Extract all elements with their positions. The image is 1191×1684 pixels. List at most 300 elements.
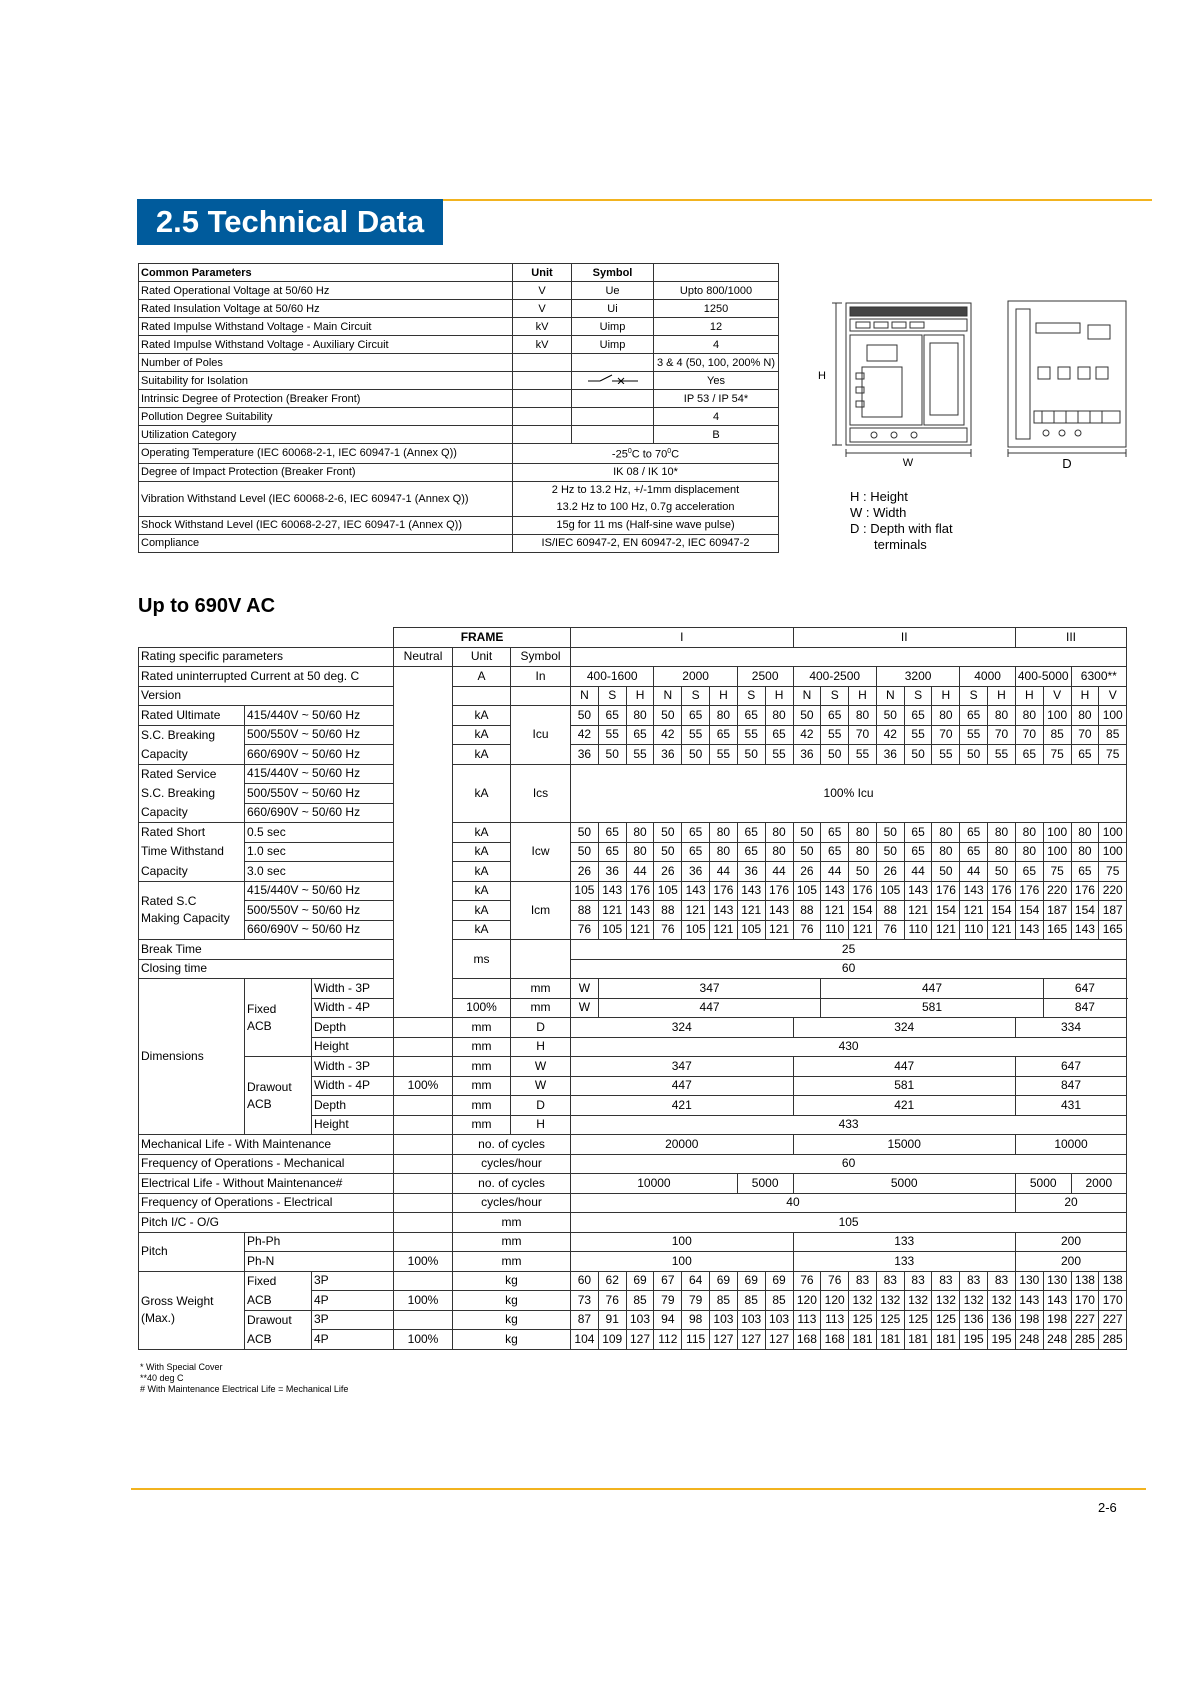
value-cell: 80	[1015, 706, 1043, 726]
table-row	[139, 862, 1127, 882]
table-row	[139, 318, 779, 336]
value-cell: 44	[710, 862, 738, 882]
value-cell: 55	[765, 745, 793, 765]
value-cell: 76	[793, 920, 821, 940]
value-cell: 200	[1015, 1232, 1126, 1252]
value-cell: 143	[626, 901, 654, 921]
value-cell: 347	[598, 979, 820, 999]
value-cell: 65	[598, 706, 626, 726]
value-cell: 109	[598, 1330, 626, 1350]
current-rating: 2000	[654, 667, 737, 687]
symbol-cell: Ui	[572, 300, 654, 318]
table-row	[139, 667, 1127, 687]
unit-cell	[513, 426, 572, 444]
parameter-label: Rated Short	[139, 823, 245, 843]
value-cell: 50	[960, 745, 988, 765]
dimension-label: Width - 3P	[312, 1057, 394, 1077]
value-cell: 20	[1015, 1193, 1126, 1213]
value-cell: 65	[1015, 862, 1043, 882]
value-cell: 133	[793, 1232, 1015, 1252]
value-cell: 44	[626, 862, 654, 882]
value-cell: 176	[710, 881, 738, 901]
value-cell: 55	[737, 725, 765, 745]
value-cell: 12	[654, 318, 779, 336]
value-cell: 26	[876, 862, 904, 882]
value-cell: 50	[571, 706, 599, 726]
acb-type-label: Fixed	[245, 1271, 312, 1291]
value-cell: 431	[1015, 1096, 1126, 1116]
unit-cell: kA	[453, 764, 511, 823]
value-cell: 65	[960, 823, 988, 843]
value-cell: 176	[626, 881, 654, 901]
symbol-cell: Icu	[511, 706, 571, 765]
value-cell: 121	[710, 920, 738, 940]
table-row	[139, 1154, 1127, 1174]
voltage-label: 415/440V ~ 50/60 Hz	[245, 706, 394, 726]
table-row	[139, 390, 779, 408]
value-cell: 447	[571, 1076, 793, 1096]
value-cell: 103	[710, 1310, 738, 1330]
dimension-label: Height	[312, 1037, 394, 1057]
value-cell: 65	[821, 706, 849, 726]
poles-label: 3P	[312, 1271, 394, 1291]
parameter-label: Rated Ultimate	[139, 706, 245, 726]
value-cell: 143	[598, 881, 626, 901]
voltage-label: 415/440V ~ 50/60 Hz	[245, 881, 394, 901]
value-cell: 42	[571, 725, 599, 745]
unit-cell: mm	[453, 1037, 511, 1057]
value-cell: 50	[876, 842, 904, 862]
value-cell: 125	[932, 1310, 960, 1330]
value-cell: 25	[571, 940, 1127, 960]
value-cell: 10000	[1015, 1135, 1126, 1155]
value-cell: 143	[1071, 920, 1099, 940]
parameter-label: S.C. Breaking	[139, 784, 245, 804]
table-row	[139, 516, 779, 534]
value-cell: 80	[932, 706, 960, 726]
frame-header-row	[139, 628, 1127, 648]
parameter-label: Vibration Withstand Level (IEC 60068-2-6, IEC 60947-1 (Annex Q))	[139, 481, 513, 516]
unit-cell	[513, 372, 572, 390]
value-cell: 103	[737, 1310, 765, 1330]
parameter-label: Time Withstand	[139, 842, 245, 862]
value-cell: 847	[1043, 998, 1126, 1018]
value-cell: $-25^0C$ to $70^0C$	[513, 444, 779, 464]
footnote: # With Maintenance Electrical Life = Mechanical Life	[140, 1384, 349, 1394]
parameter-label: Electrical Life - Without Maintenance#	[139, 1174, 394, 1194]
value-cell: 69	[765, 1271, 793, 1291]
value-cell: 121	[598, 901, 626, 921]
version-cell: S	[598, 686, 626, 706]
value-cell: 80	[626, 823, 654, 843]
column-header: Neutral	[394, 647, 453, 667]
neutral-cell	[394, 1232, 453, 1252]
value-cell: 170	[1071, 1291, 1099, 1311]
value-cell: 200	[1015, 1252, 1126, 1272]
value-cell: 165	[1099, 920, 1127, 940]
table-row	[139, 901, 1127, 921]
pitch-label: Ph-N	[245, 1252, 394, 1272]
value-cell: 15g for 11 ms (Half-sine wave pulse)	[513, 516, 779, 534]
table-row	[139, 647, 1127, 667]
value-cell: 285	[1071, 1330, 1099, 1350]
value-cell: 105	[571, 881, 599, 901]
value-cell: 100	[1099, 706, 1127, 726]
footer-rule	[131, 1488, 1146, 1490]
unit-cell: mm	[511, 979, 571, 999]
neutral-cell	[394, 1213, 453, 1233]
value-cell: 105	[876, 881, 904, 901]
table-row	[139, 444, 779, 464]
value-cell: 55	[904, 725, 932, 745]
value-cell: 195	[988, 1330, 1016, 1350]
version-cell: N	[793, 686, 821, 706]
value-cell: 50	[932, 862, 960, 882]
value-cell: 64	[682, 1271, 710, 1291]
value-cell: 121	[682, 901, 710, 921]
value-cell: 105	[793, 881, 821, 901]
parameter-label: Frequency of Operations - Electrical	[139, 1193, 394, 1213]
table-row	[139, 336, 779, 354]
value-cell: 50	[737, 745, 765, 765]
value-cell: 581	[793, 1076, 1015, 1096]
value-cell: 42	[654, 725, 682, 745]
neutral-cell: 100%	[453, 998, 511, 1018]
table-row	[139, 940, 1127, 960]
dimension-label: Height	[312, 1115, 394, 1135]
version-cell: H	[765, 686, 793, 706]
dimension-label: Depth	[312, 1018, 394, 1038]
unit-cell: kA	[453, 901, 511, 921]
value-cell: 143	[765, 901, 793, 921]
value-cell: 154	[988, 901, 1016, 921]
value-cell: 121	[849, 920, 877, 940]
value-cell: 121	[737, 901, 765, 921]
footnotes	[140, 1362, 348, 1395]
unit-cell: kA	[453, 725, 511, 745]
rating-table	[138, 627, 1127, 1350]
value-cell: 65	[1071, 745, 1099, 765]
unit-cell: kA	[453, 706, 511, 726]
acb-type-label: ACB	[245, 1291, 312, 1311]
value-cell: 5000	[793, 1174, 1015, 1194]
symbol-cell	[572, 408, 654, 426]
value-cell: 120	[793, 1291, 821, 1311]
value-cell: Upto 800/1000	[654, 282, 779, 300]
unit-cell: kA	[453, 823, 511, 843]
pitch-label: Ph-Ph	[245, 1232, 394, 1252]
neutral-cell	[394, 1115, 453, 1135]
value-cell: 121	[626, 920, 654, 940]
value-cell: 69	[626, 1271, 654, 1291]
parameter-label: Utilization Category	[139, 426, 513, 444]
acb-type-label: Fixed ACB	[245, 979, 312, 1057]
value-cell: 65	[765, 725, 793, 745]
parameter-label: Capacity	[139, 745, 245, 765]
value-cell: 10000	[571, 1174, 738, 1194]
value-cell: 42	[793, 725, 821, 745]
unit-cell: cycles/hour	[453, 1193, 571, 1213]
version-cell: S	[737, 686, 765, 706]
legend-depth-cont: terminals	[874, 537, 927, 552]
dimension-label: Width - 4P	[312, 998, 394, 1018]
column-header: Unit	[513, 264, 572, 282]
value-cell: 115	[682, 1330, 710, 1350]
value-cell: 104	[571, 1330, 599, 1350]
symbol-cell	[572, 390, 654, 408]
neutral-cell	[394, 1310, 453, 1330]
frame-label: FRAME	[394, 628, 571, 648]
value-cell: 80	[849, 842, 877, 862]
value-cell: 176	[1015, 881, 1043, 901]
current-rating: 6300**	[1071, 667, 1127, 687]
value-cell: 143	[904, 881, 932, 901]
value-cell: 4	[654, 408, 779, 426]
neutral-cell: 100%	[394, 1330, 453, 1350]
value-cell: 85	[710, 1291, 738, 1311]
value-cell: 80	[932, 823, 960, 843]
value-cell: 76	[654, 920, 682, 940]
value-cell: 100	[1043, 823, 1071, 843]
value-cell: 113	[793, 1310, 821, 1330]
value-cell: 100	[571, 1232, 793, 1252]
height-label: H	[818, 370, 826, 382]
value-cell: 120	[821, 1291, 849, 1311]
value-cell: 80	[1015, 823, 1043, 843]
table-row	[139, 1310, 1127, 1330]
value-cell: 121	[765, 920, 793, 940]
value-cell: 76	[793, 1271, 821, 1291]
value-cell: 80	[765, 842, 793, 862]
value-cell: 44	[904, 862, 932, 882]
unit-cell: mm	[453, 1115, 511, 1135]
symbol-cell: Icm	[511, 881, 571, 940]
legend-height: H : Height	[850, 489, 908, 504]
value-cell: 324	[793, 1018, 1015, 1038]
value-cell: 50	[904, 745, 932, 765]
diagram-legend	[850, 489, 953, 553]
parameter-label: Pollution Degree Suitability	[139, 408, 513, 426]
value-cell: 55	[960, 725, 988, 745]
value-cell: 50	[682, 745, 710, 765]
section-subheading: Up to 690V AC	[138, 595, 276, 617]
unit-cell: mm	[511, 998, 571, 1018]
value-cell: 80	[849, 706, 877, 726]
value-cell: 80	[1015, 842, 1043, 862]
section-label: Rating specific parameters	[139, 647, 394, 667]
value-cell: 103	[765, 1310, 793, 1330]
value-cell: 76	[598, 1291, 626, 1311]
value-cell: 60	[571, 959, 1127, 979]
symbol-cell	[572, 426, 654, 444]
value-cell: 110	[960, 920, 988, 940]
value-cell: 65	[737, 706, 765, 726]
value-cell: 176	[932, 881, 960, 901]
value-cell: 88	[654, 901, 682, 921]
value-cell: 1250	[654, 300, 779, 318]
symbol-cell: D	[511, 1096, 571, 1116]
value-cell: 447	[793, 1057, 1015, 1077]
value-cell: 121	[821, 901, 849, 921]
neutral-cell: 100%	[394, 1076, 453, 1096]
parameter-label: Number of Poles	[139, 354, 513, 372]
value-cell: 70	[988, 725, 1016, 745]
value-cell: 143	[1015, 920, 1043, 940]
value-cell: 44	[821, 862, 849, 882]
unit-cell: mm	[453, 1252, 571, 1272]
value-cell: 75	[1099, 745, 1127, 765]
unit-cell: kg	[453, 1330, 571, 1350]
value-cell: 110	[821, 920, 849, 940]
value-cell: 103	[626, 1310, 654, 1330]
section-title: 2.5 Technical Data	[137, 199, 443, 245]
value-cell: 60	[571, 1154, 1127, 1174]
value-cell: 5000	[737, 1174, 793, 1194]
version-cell: S	[682, 686, 710, 706]
value-cell: 79	[654, 1291, 682, 1311]
current-rating: 400-1600	[571, 667, 654, 687]
neutral-cell	[394, 1057, 453, 1077]
value-cell: 36	[682, 862, 710, 882]
neutral-cell	[453, 979, 511, 999]
value-cell: Yes	[654, 372, 779, 390]
value-cell: 44	[765, 862, 793, 882]
value-cell: 67	[654, 1271, 682, 1291]
footnote: **40 deg C	[140, 1373, 184, 1383]
symbol-cell	[511, 686, 571, 706]
value-cell: 130	[1043, 1271, 1071, 1291]
value-cell: 647	[1043, 979, 1126, 999]
value-cell: 181	[849, 1330, 877, 1350]
parameter-label: Frequency of Operations - Mechanical	[139, 1154, 394, 1174]
value-cell: 70	[932, 725, 960, 745]
value-cell: 133	[793, 1252, 1015, 1272]
value-cell: 121	[988, 920, 1016, 940]
value-cell: 127	[737, 1330, 765, 1350]
value-cell: 112	[654, 1330, 682, 1350]
voltage-label: 660/690V ~ 50/60 Hz	[245, 920, 394, 940]
value-cell: 88	[571, 901, 599, 921]
version-cell: N	[876, 686, 904, 706]
value-cell: 3 & 4 (50, 100, 200% N)	[654, 354, 779, 372]
table-row	[139, 1330, 1127, 1350]
value-cell: 198	[1015, 1310, 1043, 1330]
value-cell: 55	[626, 745, 654, 765]
symbol-cell	[572, 354, 654, 372]
value-cell: 121	[932, 920, 960, 940]
frame-header: III	[1015, 628, 1126, 648]
value-cell: 62	[598, 1271, 626, 1291]
value-cell: 4	[654, 336, 779, 354]
version-cell: V	[1099, 686, 1127, 706]
value-cell: 220	[1099, 881, 1127, 901]
value-cell: 195	[960, 1330, 988, 1350]
unit-cell: kA	[453, 842, 511, 862]
value-cell: 15000	[793, 1135, 1015, 1155]
parameter-label: Intrinsic Degree of Protection (Breaker Front)	[139, 390, 513, 408]
value-cell: 85	[1099, 725, 1127, 745]
value-cell: 181	[876, 1330, 904, 1350]
value-cell: 80	[626, 842, 654, 862]
value-cell: 80	[988, 823, 1016, 843]
version-cell: N	[571, 686, 599, 706]
current-rating: 3200	[876, 667, 959, 687]
symbol-cell: Uimp	[572, 318, 654, 336]
dimension-label: Width - 3P	[312, 979, 394, 999]
table-row	[139, 1213, 1127, 1233]
value-cell: 83	[876, 1271, 904, 1291]
value-cell: 132	[876, 1291, 904, 1311]
value-cell: 430	[571, 1037, 1127, 1057]
value-cell: 248	[1015, 1330, 1043, 1350]
symbol-cell: Uimp	[572, 336, 654, 354]
duration-label: 1.0 sec	[245, 842, 394, 862]
value-cell: 80	[626, 706, 654, 726]
value-cell: 80	[1071, 842, 1099, 862]
unit-cell: A	[453, 667, 511, 687]
poles-label: 4P	[312, 1291, 394, 1311]
value-cell: 80	[988, 706, 1016, 726]
symbol-cell: Ics	[511, 764, 571, 823]
value-cell: 94	[654, 1310, 682, 1330]
value-cell: 65	[1015, 745, 1043, 765]
unit-cell: kV	[513, 336, 572, 354]
value-cell: 98	[682, 1310, 710, 1330]
parameter-label: Closing time	[139, 959, 394, 979]
column-header	[654, 264, 779, 282]
value-cell: 421	[793, 1096, 1015, 1116]
voltage-label: 415/440V ~ 50/60 Hz	[245, 764, 394, 784]
parameter-label: Break Time	[139, 940, 394, 960]
value-cell: 100	[1099, 823, 1127, 843]
unit-cell: mm	[453, 1076, 511, 1096]
poles-label: 4P	[312, 1330, 394, 1350]
unit-cell	[513, 408, 572, 426]
value-cell: 227	[1099, 1310, 1127, 1330]
neutral-cell	[394, 1135, 453, 1155]
value-cell: 132	[960, 1291, 988, 1311]
value-cell: 125	[849, 1310, 877, 1330]
unit-cell: mm	[453, 1213, 571, 1233]
table-row	[139, 282, 779, 300]
version-cell: H	[988, 686, 1016, 706]
value-cell: 65	[598, 823, 626, 843]
value-cell: 220	[1043, 881, 1071, 901]
value-cell: 50	[793, 823, 821, 843]
voltage-label: 500/550V ~ 50/60 Hz	[245, 725, 394, 745]
column-header: Symbol	[572, 264, 654, 282]
unit-cell: V	[513, 300, 572, 318]
neutral-cell	[394, 1096, 453, 1116]
value-cell: 50	[571, 842, 599, 862]
table-row	[139, 1174, 1127, 1194]
value-cell: 36	[571, 745, 599, 765]
value-cell: 110	[904, 920, 932, 940]
unit-cell: mm	[453, 1096, 511, 1116]
table-cell	[139, 628, 394, 648]
value-cell: 55	[932, 745, 960, 765]
table-cell	[571, 647, 1127, 667]
value-cell: 70	[849, 725, 877, 745]
value-cell: 20000	[571, 1135, 793, 1155]
value-cell: 143	[737, 881, 765, 901]
value-cell: 85	[626, 1291, 654, 1311]
value-cell: 132	[904, 1291, 932, 1311]
neutral-cell	[394, 1154, 453, 1174]
table-row	[139, 686, 1127, 706]
voltage-label: 500/550V ~ 50/60 Hz	[245, 784, 394, 804]
value-cell: 324	[571, 1018, 793, 1038]
